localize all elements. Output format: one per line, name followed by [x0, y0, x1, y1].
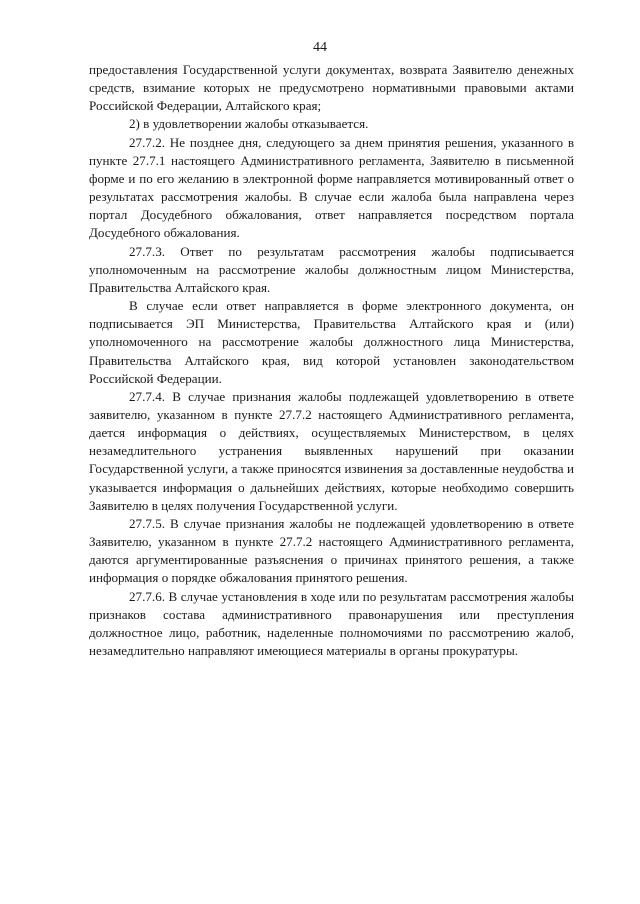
paragraph-27-7-3: 27.7.3. Ответ по результатам рассмотрения жалобы подписывается уполномоченным на рассмотрение жалобы должностным лицом Министерства, Правительства Алтайского края.	[89, 243, 574, 295]
paragraph-continuation: предоставления Государственной услуги документах, возврата Заявителю денежных средств, взимание которых не предусмотрено нормативными правовыми актами Российской Федерации, Алтайского края;	[89, 62, 574, 114]
page-number: 44	[313, 40, 327, 55]
paragraph-27-7-5: 27.7.5. В случае признания жалобы не подлежащей удовлетворению в ответе Заявителю, указанном в пункте 27.7.2 настоящего Административного регламента, даются аргументированные разъяснения о причинах принятого решения, а также информация о порядке обжалования принятого решения.	[89, 515, 574, 586]
paragraph-refusal: 2) в удовлетворении жалобы отказывается.	[129, 116, 369, 132]
paragraph-27-7-2: 27.7.2. Не позднее дня, следующего за днем принятия решения, указанного в пункте 27.7.1 настоящего Административного регламента, Заявителю в письменной форме и по его желанию в электронной форме направляется мотивированный ответ о результатах рассмотрения жалобы. В случае если жалоба была направлена через портал Досудебного обжалования, ответ направляется посредством портала Досудебного обжалования.	[89, 134, 574, 241]
paragraph-27-7-4: 27.7.4. В случае признания жалобы подлежащей удовлетворению в ответе заявителю, указанном в пункте 27.7.2 настоящего Административного регламента, дается информация о действиях, осуществляемых Министерством, в целях незамедлительного устранения выявленных нарушений при оказании Государственной услуги, а также приносятся извинения за доставленные неудобства и указывается информация о дальнейших действиях, которые необходимо совершить Заявителю в целях получения Государственной услуги.	[89, 388, 574, 513]
paragraph-electronic-signature: В случае если ответ направляется в форме электронного документа, он подписывается ЭП Министерства, Правительства Алтайского края и (или) уполномоченного на рассмотрение жалобы должностного лица Министерства, Правительства Алтайского края, вид которой установлен законодательством Российской Федерации.	[89, 298, 574, 386]
document-body	[89, 61, 574, 660]
paragraph-27-7-6: 27.7.6. В случае установления в ходе или по результатам рассмотрения жалобы признаков состава административного правонарушения или преступления должностное лицо, работник, наделенные полномочиями по рассмотрению жалоб, незамедлительно направляют имеющиеся материалы в органы прокуратуры.	[89, 588, 574, 658]
